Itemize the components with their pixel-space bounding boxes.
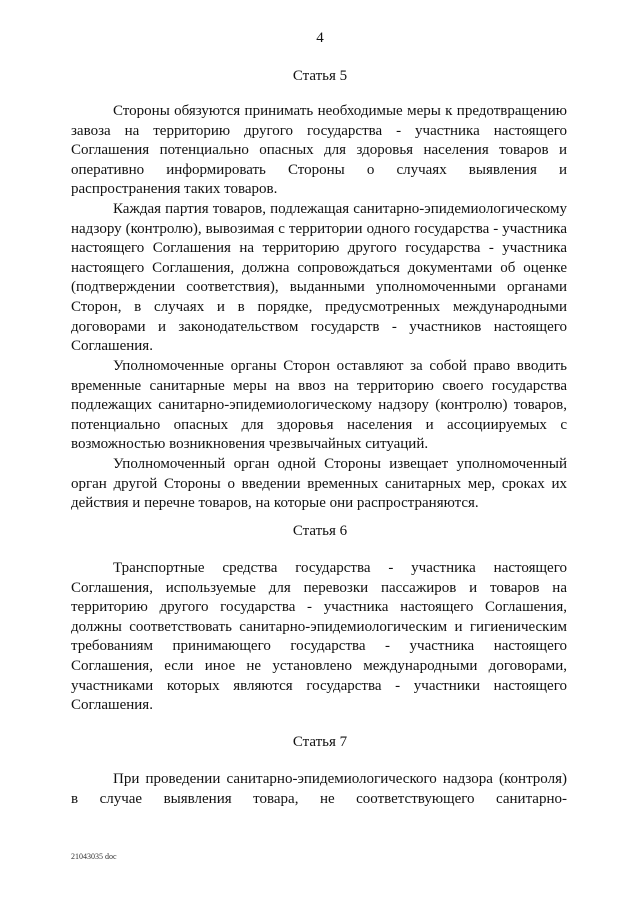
article-7-heading: Статья 7 xyxy=(292,734,348,750)
article-5-heading: Статья 5 xyxy=(292,68,348,84)
article-6-heading: Статья 6 xyxy=(292,523,348,539)
article-5-paragraph-3: Уполномоченные органы Сторон оставляют за собой право вводить временные санитарные меры на ввоз на территорию своего государства подлежащих санитарно-эпидемиологическому надзору (контролю) товаров, потенциально опасных для здоровья населения и ассоциируемых с возможностью возникновения чрезвычайных ситуаций. xyxy=(71,358,567,453)
article-6-paragraph-1: Транспортные средства государства - участника настоящего Соглашения, используемые для перевозки пассажиров и товаров на территорию другого государства - участника настоящего Соглашения, должны соответствовать санитарно-эпидемиологическим и гигиеническим требованиям принимающего государства - участника настоящего Соглашения, если иное не установлено международными договорами, участниками которых являются государства - участники настоящего Соглашения. xyxy=(71,560,567,714)
document-footer: 21043035 doc xyxy=(71,852,117,861)
article-5-paragraph-1: Стороны обязуются принимать необходимые меры к предотвращению завоза на территорию другого государства - участника настоящего Соглашения потенциально опасных для здоровья населения товаров и оперативно информировать Стороны о случаях выявления и распространения таких товаров. xyxy=(71,103,567,198)
page-number: 4 xyxy=(316,30,324,46)
article-5-paragraph-2: Каждая партия товаров, подлежащая санитарно-эпидемиологическому надзору (контролю), вывозимая с территории одного государства - участника настоящего Соглашения на территорию другого государства - участника настоящего Соглашения, должна сопровождаться документами об оценке (подтверждении соответствия), выданными уполномоченными органами Сторон, в случаях и в порядке, предусмотренных международными договорами и законодательством государств - участников настоящего Соглашения. xyxy=(71,201,567,355)
article-7-paragraph-1: При проведении санитарно-эпидемиологического надзора (контроля) в случае выявления товара, не соответствующего санитарно- xyxy=(71,771,567,807)
article-5-paragraph-4: Уполномоченный орган одной Стороны извещает уполномоченный орган другой Стороны о введении временных санитарных мер, сроках их действия и перечне товаров, на которые они распространяются. xyxy=(71,456,567,512)
